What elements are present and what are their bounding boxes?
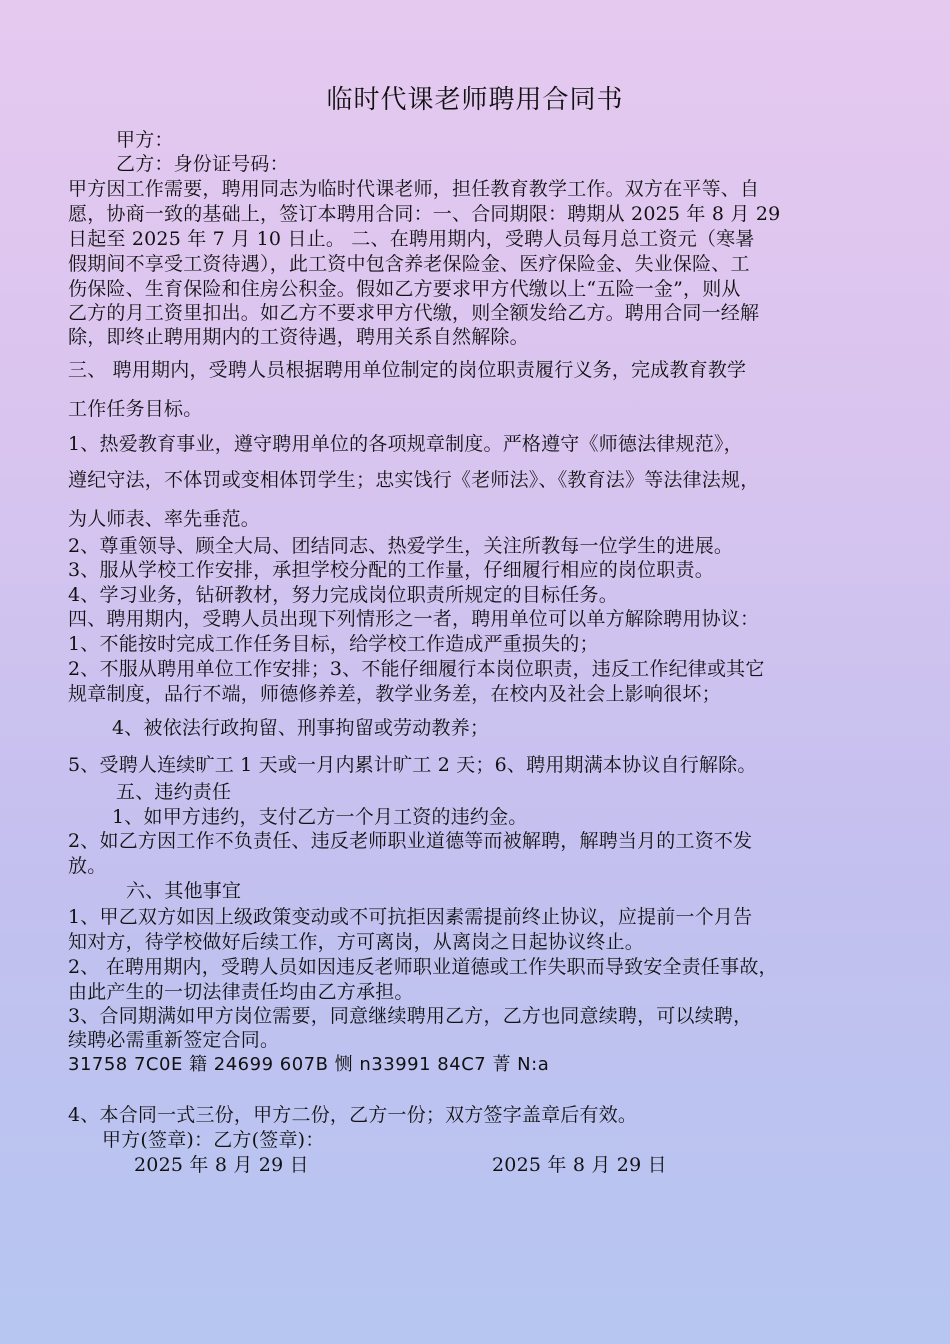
- clause-line: 3、合同期满如甲方岗位需要，同意继续聘用乙方，乙方也同意续聘，可以续聘，: [68, 1005, 753, 1027]
- clause-line: 1、不能按时完成工作任务目标，给学校工作造成严重损失的；: [68, 633, 599, 655]
- party-b-date: 2025 年 8 月 29 日: [492, 1154, 667, 1176]
- clause-line: 续聘必需重新签定合同。: [68, 1029, 280, 1051]
- clause-line: 遵纪守法，不体罚或变相体罚学生；忠实饯行《老师法》、《教育法》等法律法规，: [68, 469, 760, 491]
- section-five-heading: 五、违约责任: [116, 781, 232, 803]
- body-line: 假期间不享受工资待遇），此工资中包含养老保险金、医疗保险金、失业保险、工: [68, 253, 750, 275]
- body-line: 甲方因工作需要，聘用同志为临时代课老师，担任教育教学工作。双方在平等、自: [68, 178, 760, 200]
- clause-line: 由此产生的一切法律责任均由乙方承担。: [68, 981, 414, 1003]
- clause-line: 5、受聘人连续旷工 1 天或一月内累计旷工 2 天；6、聘用期满本协议自行解除。: [68, 754, 757, 776]
- clause-line: 规章制度，品行不端，师德修养差，教学业务差，在校内及社会上影响很坏；: [68, 683, 721, 705]
- clause-line: 4、被依法行政拘留、刑事拘留或劳动教养；: [112, 717, 490, 739]
- clause-line: 4、本合同一式三份，甲方二份，乙方一份；双方签字盖章后有效。: [68, 1104, 638, 1126]
- clause-line: 1、如甲方违约，支付乙方一个月工资的违约金。: [112, 806, 528, 828]
- body-line: 工作任务目标。: [68, 398, 203, 420]
- clause-line: 4、学习业务，钻研教材，努力完成岗位职责所规定的目标任务。: [68, 584, 618, 606]
- garbled-code-line: 31758 7C0E 籍 24699 607B 恻 n33991 84C7 菁 N:a: [68, 1054, 550, 1075]
- body-line: 伤保险、生育保险和住房公积金。假如乙方要求甲方代缴以上“五险一金”，则从: [68, 278, 741, 300]
- section-four-line: 四、聘用期内，受聘人员出现下列情形之一者，聘用单位可以单方解除聘用协议：: [68, 608, 760, 630]
- party-a-date: 2025 年 8 月 29 日: [134, 1154, 309, 1176]
- clause-line: 2、如乙方因工作不负责任、违反老师职业道德等而被解聘，解聘当月的工资不发: [68, 830, 753, 852]
- clause-line: 2、不服从聘用单位工作安排；3、不能仔细履行本岗位职责，违反工作纪律或其它: [68, 658, 765, 680]
- clause-line: 放。: [68, 855, 107, 877]
- body-line: 乙方的月工资里扣出。如乙方不要求甲方代缴，则全额发给乙方。聘用合同一经解: [68, 302, 760, 324]
- body-line: 除，即终止聘用期内的工资待遇，聘用关系自然解除。: [68, 326, 529, 348]
- clause-line: 为人师表、率先垂范。: [68, 508, 261, 530]
- section-six-heading: 六、其他事宜: [126, 880, 242, 902]
- party-b-id-line: 乙方：身份证号码：: [116, 153, 289, 175]
- clause-line: 1、热爱教育事业，遵守聘用单位的各项规章制度。严格遵守《师德法律规范》，: [68, 433, 743, 455]
- clause-line: 1、甲乙双方如因上级政策变动或不可抗拒因素需提前终止协议，应提前一个月告: [68, 906, 753, 928]
- section-three-line: 三、 聘用期内，受聘人员根据聘用单位制定的岗位职责履行义务，完成教育教学: [68, 359, 747, 381]
- body-line: 日起至 2025 年 7 月 10 日止。 二、在聘用期内，受聘人员每月总工资元（寒暑: [68, 228, 755, 250]
- clause-line: 2、尊重领导、顾全大局、团结同志、热爱学生，关注所教每一位学生的进展。: [68, 535, 734, 557]
- signature-line: 甲方(签章)：乙方(签章)：: [102, 1129, 325, 1151]
- body-line: 愿，协商一致的基础上，签订本聘用合同：一、合同期限：聘期从 2025 年 8 月 29: [68, 203, 781, 225]
- party-a-line: 甲方：: [116, 129, 174, 151]
- clause-line: 2、 在聘用期内，受聘人员如因违反老师职业道德或工作失职而导致安全责任事故，: [68, 956, 778, 978]
- document-title: 临时代课老师聘用合同书: [326, 85, 624, 115]
- clause-line: 知对方，待学校做好后续工作，方可离岗，从离岗之日起协议终止。: [68, 931, 645, 953]
- clause-line: 3、服从学校工作安排，承担学校分配的工作量，仔细履行相应的岗位职责。: [68, 559, 714, 581]
